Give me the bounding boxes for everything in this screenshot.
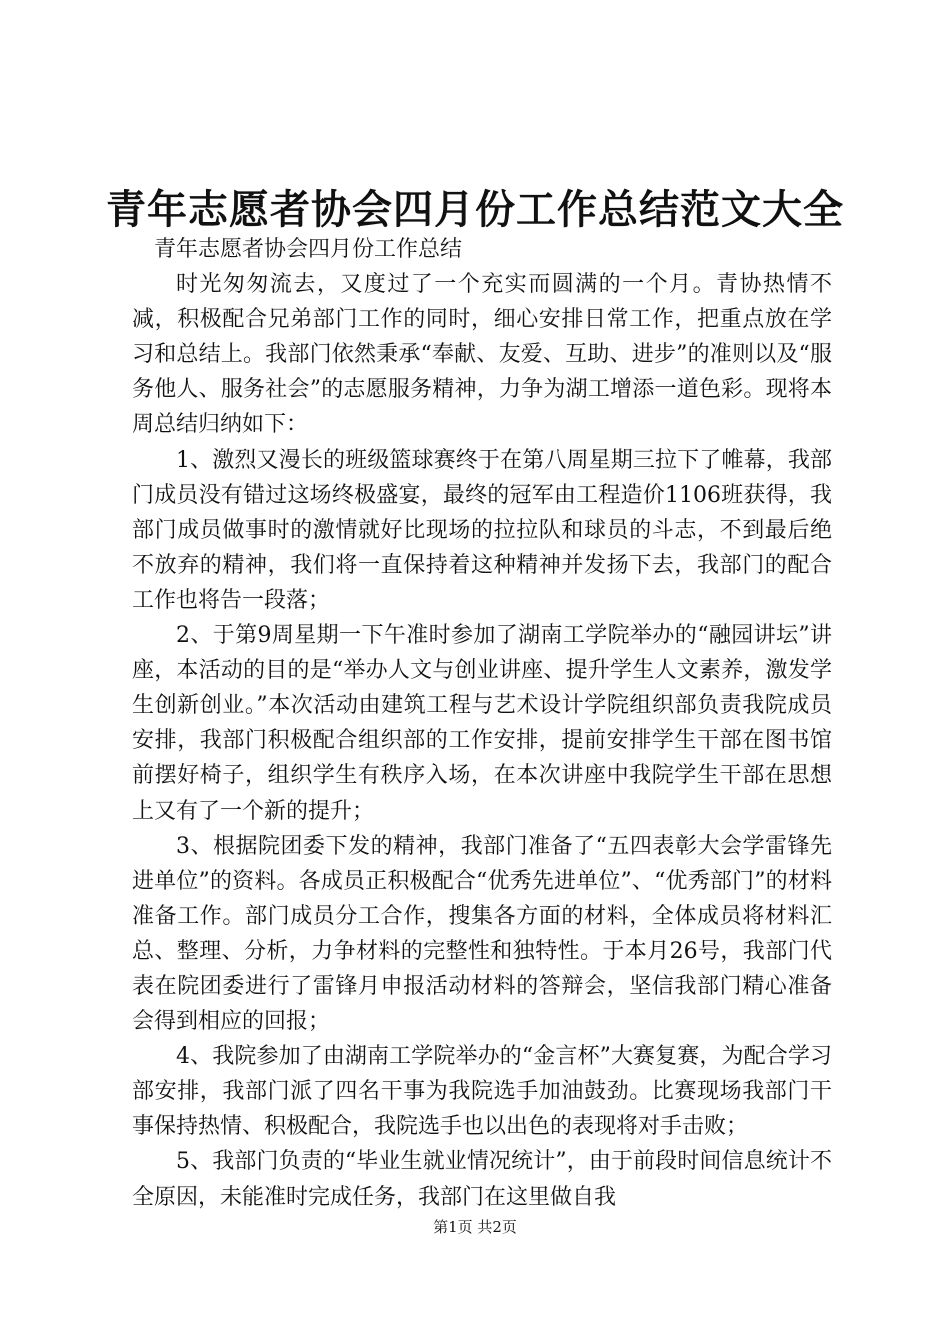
document-title: 青年志愿者协会四月份工作总结范文大全 — [106, 187, 844, 233]
document-body — [132, 232, 832, 1215]
paragraph-item-2: 2、于第9周星期一下午准时参加了湖南工学院举办的“融园讲坛”讲座，本活动的目的是“举办人文与创业讲座、提升学生人文素养，激发学生创新创业。”本次活动由建筑工程与艺术设计学院组织部负责我院成员安排，我部门积极配合组织部的工作安排，提前安排学生干部在图书馆前摆好椅子，组织学生有秩序入场，在本次讲座中我院学生干部在思想上又有了一个新的提升； — [132, 623, 832, 824]
paragraph-item-1: 1、激烈又漫长的班级篮球赛终于在第八周星期三拉下了帷幕，我部门成员没有错过这场终极盛宴，最终的冠军由工程造价1106班获得，我部门成员做事时的激情就好比现场的拉拉队和球员的斗志，不到最后绝不放弃的精神，我们将一直保持着这种精神并发扬下去，我部门的配合工作也将告一段落； — [132, 447, 832, 613]
page-number-footer: 第1页 共2页 — [433, 1218, 517, 1236]
document-subtitle: 青年志愿者协会四月份工作总结 — [154, 237, 463, 262]
paragraph-item-5: 5、我部门负责的“毕业生就业情况统计”，由于前段时间信息统计不全原因，未能准时完成任务，我部门在这里做自我 — [132, 1149, 832, 1210]
paragraph-item-4: 4、我院参加了由湖南工学院举办的“金言杯”大赛复赛，为配合学习部安排，我部门派了四名干事为我院选手加油鼓劲。比赛现场我部门干事保持热情、积极配合，我院选手也以出色的表现将对手击败； — [132, 1044, 832, 1140]
paragraph-intro: 时光匆匆流去，又度过了一个充实而圆满的一个月。青协热情不减，积极配合兄弟部门工作的同时，细心安排日常工作，把重点放在学习和总结上。我部门依然秉承“奉献、友爱、互助、进步”的准则以及“服务他人、服务社会”的志愿服务精神，力争为湖工增添一道色彩。现将本周总结归纳如下： — [132, 272, 832, 438]
paragraph-item-3: 3、根据院团委下发的精神，我部门准备了“五四表彰大会学雷锋先进单位”的资料。各成员正积极配合“优秀先进单位”、“优秀部门”的材料准备工作。部门成员分工合作，搜集各方面的材料，全体成员将材料汇总、整理、分析，力争材料的完整性和独特性。于本月26号，我部门代表在院团委进行了雷锋月申报活动材料的答辩会，坚信我部门精心准备会得到相应的回报； — [132, 833, 832, 1035]
